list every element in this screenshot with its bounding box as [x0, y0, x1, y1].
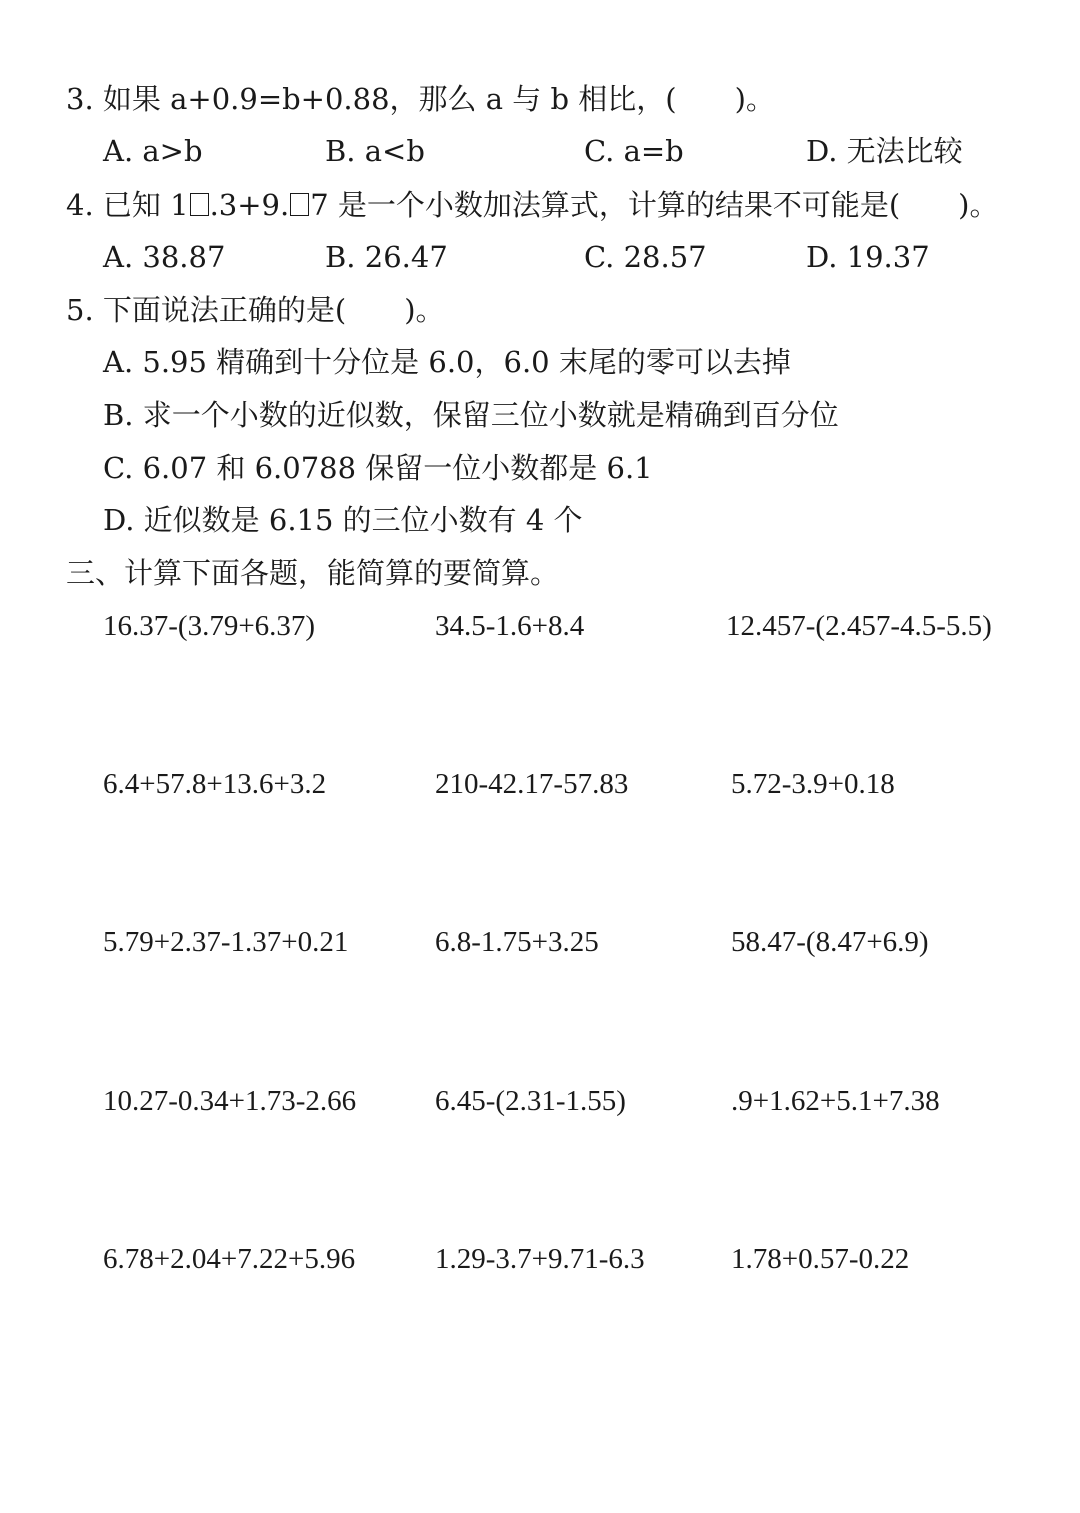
- q5-option-a: A. 5.95 精确到十分位是 6.0，6.0 末尾的零可以去掉: [103, 345, 791, 379]
- blank-box-icon: [290, 193, 309, 216]
- calc-expression: 1.78+0.57-0.22: [731, 1243, 910, 1275]
- calc-expression: 12.457-(2.457-4.5-5.5): [726, 610, 992, 642]
- q3-option-d: D. 无法比较: [806, 134, 963, 168]
- q4-option-b: B. 26.47: [325, 240, 448, 274]
- q3-option-b: B. a<b: [325, 134, 425, 168]
- calc-expression: 6.8-1.75+3.25: [435, 926, 599, 958]
- calc-expression: 6.4+57.8+13.6+3.2: [103, 768, 327, 800]
- q4-option-c: C. 28.57: [584, 240, 707, 274]
- blank-box-icon: [190, 193, 209, 216]
- q4-stem-part3: 7 是一个小数加法算式，计算的结果不可能是( )。: [310, 188, 999, 222]
- question-5-stem: 5. 下面说法正确的是( )。: [66, 293, 445, 327]
- calc-expression: 210-42.17-57.83: [435, 768, 629, 800]
- calc-expression: 5.79+2.37-1.37+0.21: [103, 926, 349, 958]
- calc-expression: 6.78+2.04+7.22+5.96: [103, 1243, 356, 1275]
- q4-stem-part1: 4. 已知 1: [66, 188, 189, 222]
- q4-option-d: D. 19.37: [806, 240, 930, 274]
- calc-expression: 1.29-3.7+9.71-6.3: [435, 1243, 645, 1275]
- section-3-title: 三、计算下面各题，能简算的要简算。: [66, 556, 560, 590]
- q4-option-a: A. 38.87: [103, 240, 226, 274]
- calc-expression: 16.37-(3.79+6.37): [103, 610, 316, 642]
- q5-option-d: D. 近似数是 6.15 的三位小数有 4 个: [103, 503, 583, 537]
- calc-expression: 34.5-1.6+8.4: [435, 610, 585, 642]
- calc-expression: .9+1.62+5.1+7.38: [731, 1085, 940, 1117]
- calc-expression: 5.72-3.9+0.18: [731, 768, 895, 800]
- q3-option-a: A. a>b: [103, 134, 203, 168]
- calc-expression: 58.47-(8.47+6.9): [731, 926, 929, 958]
- q3-option-c: C. a=b: [584, 134, 684, 168]
- q4-stem-part2: .3+9.: [209, 188, 290, 222]
- q5-option-c: C. 6.07 和 6.0788 保留一位小数都是 6.1: [103, 451, 653, 485]
- calc-expression: 10.27-0.34+1.73-2.66: [103, 1085, 357, 1117]
- calc-expression: 6.45-(2.31-1.55): [435, 1085, 626, 1117]
- question-4-stem: [66, 185, 999, 225]
- question-3-stem: 3. 如果 a+0.9=b+0.88，那么 a 与 b 相比，( )。: [66, 82, 775, 116]
- q5-option-b: B. 求一个小数的近似数，保留三位小数就是精确到百分位: [103, 398, 839, 432]
